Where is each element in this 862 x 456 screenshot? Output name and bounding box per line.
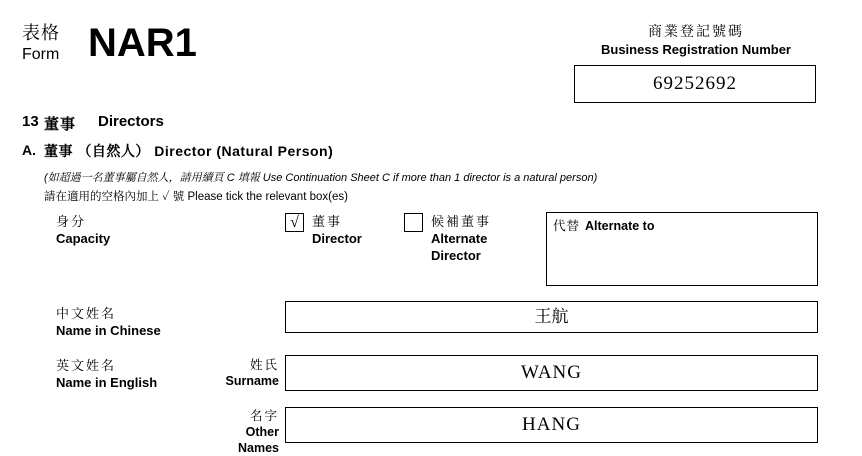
form-label <box>22 22 82 66</box>
alternate-to-label-english: Alternate to <box>585 219 655 233</box>
tick-instruction-note: 請在適用的空格內加上 ✓ 號 Please tick the relevant box(es) <box>44 191 348 203</box>
checkbox-director-label-chinese: 董事 <box>312 214 343 229</box>
brn-title-chinese: 商業登記號碼 <box>648 23 744 39</box>
section-title-english: Directors <box>98 113 164 130</box>
alternate-to-label <box>553 216 654 234</box>
alternate-to-label-chinese: 代替 <box>553 219 581 233</box>
name-chinese-label-chinese: 中文姓名 <box>56 306 117 321</box>
form-label-chinese: 表格 <box>22 23 60 43</box>
surname-label-chinese: 姓氏 <box>249 358 279 372</box>
checkbox-alternate-label-english-line1: Alternate <box>431 231 488 246</box>
checkbox-alternate-director[interactable] <box>404 213 423 232</box>
continuation-sheet-note: (如超過一名董事屬自然人，請用續頁 C 填報 Use Continuation Sheet C if more than 1 director is a natural person) <box>44 172 598 184</box>
checkbox-director-label-english: Director <box>312 231 362 246</box>
name-english-label-english: Name in English <box>56 375 158 390</box>
checkbox-alternate-director-label <box>431 213 491 264</box>
section-number: 13 <box>22 113 39 130</box>
surname-input[interactable]: WANG <box>285 355 818 391</box>
name-chinese-label-english: Name in Chinese <box>56 323 161 338</box>
subsection-title: 董事 （自然人） Director (Natural Person) <box>44 143 334 159</box>
form-code: NAR1 <box>88 21 197 65</box>
checkbox-director[interactable]: √ <box>285 213 304 232</box>
name-english-label-chinese: 英文姓名 <box>56 358 117 373</box>
other-names-label-english: Other Names <box>238 425 279 455</box>
checkbox-director-label <box>312 213 362 247</box>
form-label-english: Form <box>22 46 60 63</box>
section-title-chinese: 董事 <box>44 116 77 133</box>
name-english-label <box>56 357 157 391</box>
name-chinese-input[interactable]: 王航 <box>285 301 818 333</box>
checkbox-alternate-label-english-line2: Director <box>431 248 481 263</box>
business-registration-number-title <box>574 22 818 58</box>
brn-title-english: Business Registration Number <box>601 42 791 57</box>
capacity-label-english: Capacity <box>56 231 111 246</box>
capacity-label <box>56 213 110 247</box>
other-names-input[interactable]: HANG <box>285 407 818 443</box>
other-names-label <box>203 408 279 456</box>
checkbox-alternate-label-chinese: 候補董事 <box>431 214 492 229</box>
surname-label-english: Surname <box>225 374 279 388</box>
brn-value: 69252692 <box>653 73 737 94</box>
other-names-label-chinese: 名字 <box>249 409 279 423</box>
surname-label <box>203 357 279 389</box>
subsection-letter: A. <box>22 142 36 158</box>
name-chinese-label <box>56 305 161 339</box>
capacity-label-chinese: 身分 <box>56 214 87 229</box>
